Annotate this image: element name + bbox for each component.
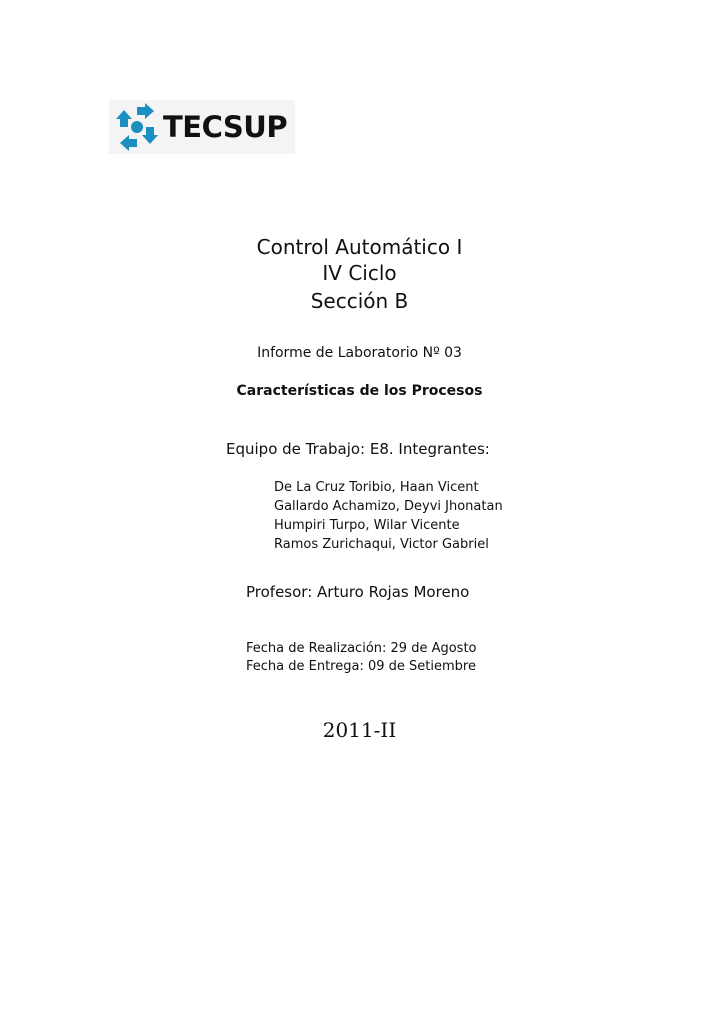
member-item: De La Cruz Toribio, Haan Vicent bbox=[274, 480, 479, 495]
member-item: Humpiri Turpo, Wilar Vicente bbox=[274, 518, 460, 533]
tecsup-logo bbox=[109, 100, 295, 154]
report-topic: Características de los Procesos bbox=[236, 383, 483, 399]
realization-date: Fecha de Realización: 29 de Agosto bbox=[246, 641, 477, 656]
team-heading: Equipo de Trabajo: E8. Integrantes: bbox=[226, 440, 490, 458]
cycle-label: IV Ciclo bbox=[322, 261, 397, 285]
delivery-date: Fecha de Entrega: 09 de Setiembre bbox=[246, 659, 476, 674]
course-title: Control Automático I bbox=[256, 235, 463, 259]
section-label: Sección B bbox=[310, 289, 409, 313]
recycle-arrows-icon bbox=[114, 103, 160, 151]
professor-name: Profesor: Arturo Rojas Moreno bbox=[246, 583, 470, 601]
members-list bbox=[274, 478, 503, 554]
logo-wordmark: TECSUP bbox=[163, 110, 288, 144]
member-item: Ramos Zurichaqui, Victor Gabriel bbox=[274, 537, 489, 552]
report-number: Informe de Laboratorio Nº 03 bbox=[257, 345, 462, 361]
academic-period: 2011-II bbox=[322, 718, 397, 742]
member-item: Gallardo Achamizo, Deyvi Jhonatan bbox=[274, 499, 503, 514]
dates-block bbox=[246, 640, 477, 676]
